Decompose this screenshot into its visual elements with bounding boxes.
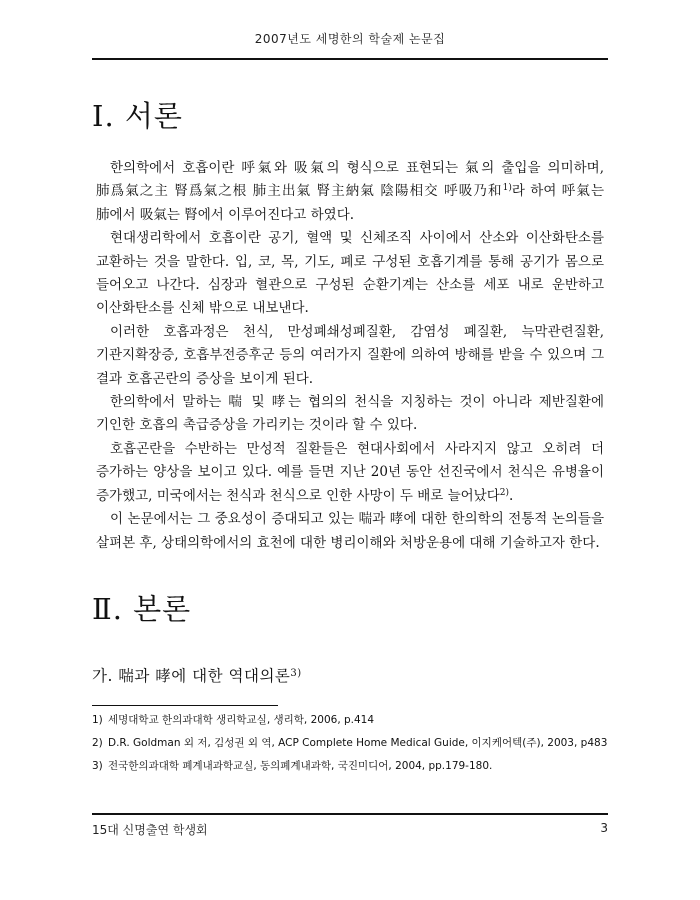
footnote-text: D.R. Goldman 외 저, 김성권 외 역, ACP Complete Home Medical Guide, 이지케어텍(주), 2003, p483 [108,737,608,749]
footnotes [92,713,608,782]
footnote-ref: 2) [499,487,510,498]
paragraph: 한의학에서 말하는 喘 및 哮는 협의의 천식을 지칭하는 것이 아니라 제반질환에 기인한 호흡의 촉급증상을 가리키는 것이라 할 수 있다. [96,394,604,434]
footnote-ref: 3) [290,668,302,679]
introduction-body [96,157,604,555]
footnote-ref: 1) [502,183,512,194]
footnote-item [92,713,608,728]
footer-rule [92,813,608,815]
footnote-number: 3) [92,760,103,772]
footnote-text: 전국한의과대학 폐계내과학교실, 동의폐계내과학, 국진미디어, 2004, pp.179-180. [108,760,493,772]
footnote-text: 세명대학교 한의과대학 생리학교실, 생리학, 2006, p.414 [108,714,375,726]
section-heading-main-body: Ⅱ. 본론 [92,592,192,626]
header-rule [92,58,608,60]
footnote-item [92,736,608,751]
paragraph: 이 논문에서는 그 중요성이 증대되고 있는 喘과 哮에 대한 한의학의 전통적 논의들을 살펴본 후, 상태의학에서의 효천에 대한 병리이해와 처방운용에 대해 기술하고자 한다. [96,511,604,551]
paragraph: 현대생리학에서 호흡이란 공기, 혈액 및 신체조직 사이에서 산소와 이산화탄소를 교환하는 것을 말한다. 입, 코, 목, 기도, 폐로 구성된 호흡기계를 통해 공기가 몸으로 들어오고 나간다. 심장과 혈관으로 구성된 순환기계는 산소를 세포 내로 운반하고 이산화탄소를 신체 밖으로 내보낸다. [96,230,604,317]
paragraph: 호흡곤란을 수반하는 만성적 질환들은 현대사회에서 사라지지 않고 오히려 더 증가하는 양상을 보이고 있다. 예를 들면 지난 20년 동안 선진국에서 천식은 유병율이 증가했고, 미국에서는 천식과 천식으로 인한 사망이 두 배로 늘어났다$^{2)}$. [96,440,604,504]
subsection-heading: 가. 喘과 哮에 대한 역대의론$^{3)}$ [92,667,302,685]
paragraph: 한의학에서 호흡이란 呼氣와 吸氣의 형식으로 표현되는 氣의 출입을 의미하며, 肺爲氣之主 腎爲氣之根 肺主出氣 腎主納氣 陰陽相交 呼吸乃和$^{1)}$라 하여 呼氣는 肺에서 吸氣는 腎에서 이루어진다고 하였다. [96,160,604,223]
section-heading-introduction: Ⅰ. 서론 [92,99,183,133]
footnote-separator [92,705,278,706]
footer-organization: 15대 신명출연 학생회 [92,823,208,837]
footnote-number: 1) [92,714,103,726]
footnote-number: 2) [92,737,103,749]
paragraph: 이러한 호흡과정은 천식, 만성폐쇄성폐질환, 감염성 폐질환, 늑막관련질환, 기관지확장증, 호흡부전증후군 등의 여러가지 질환에 의하여 방해를 받을 수 있으며 그 결과 호흡곤란의 증상을 보이게 된다. [96,323,604,387]
page-number: 3 [600,821,608,835]
footnote-item [92,759,608,774]
running-header: 2007년도 세명한의 학술제 논문집 [254,32,446,46]
